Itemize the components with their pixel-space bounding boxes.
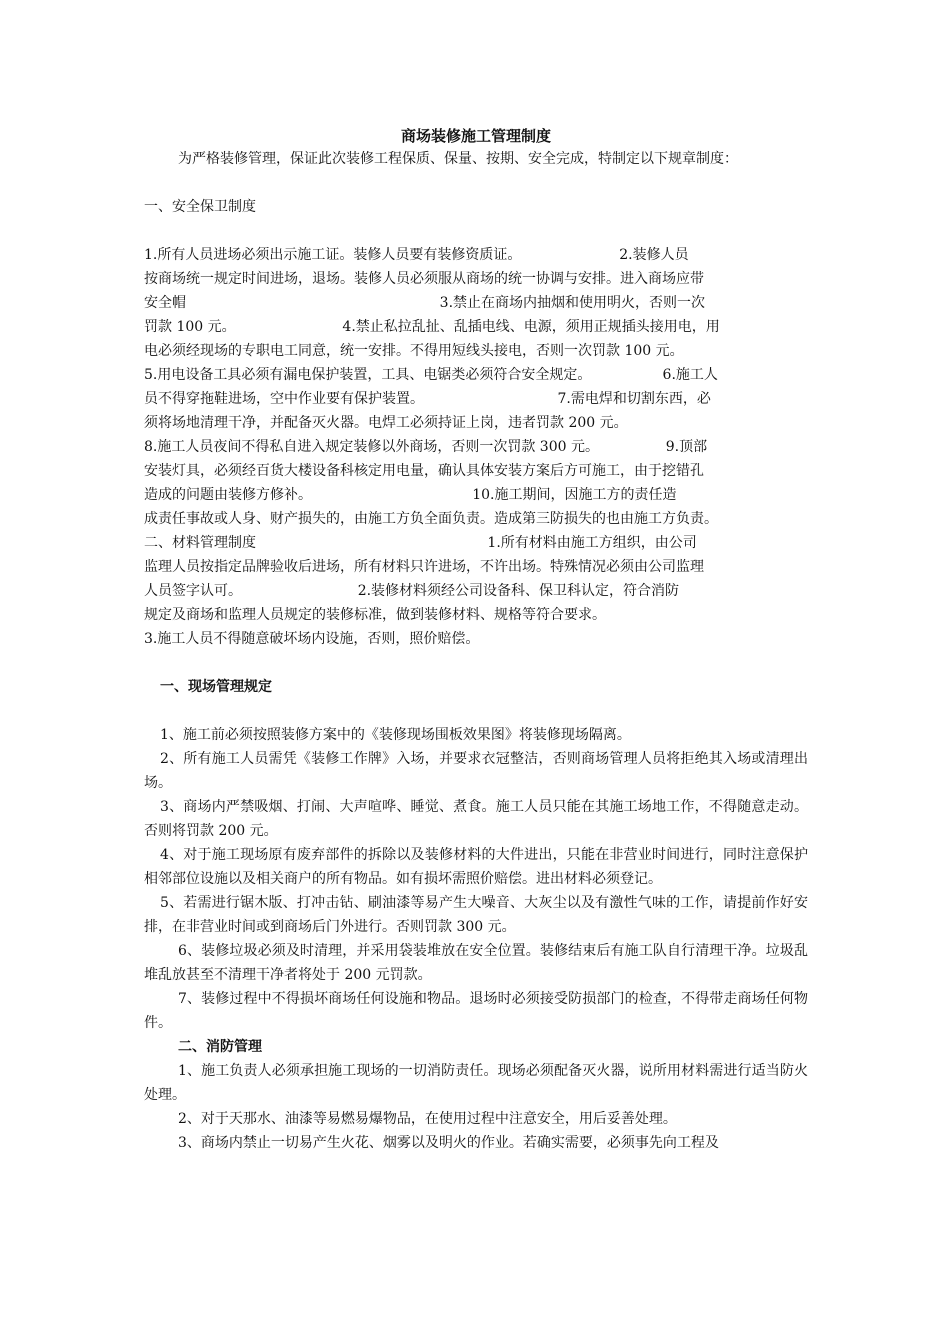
text-line: 造成的问题由装修方修补。 10.施工期间，因施工方的责任造 bbox=[144, 487, 677, 503]
text-line: 规定及商场和监理人员规定的装修标准，做到装修材料、规格等符合要求。 bbox=[144, 607, 606, 623]
list-item: 3、商场内严禁吸烟、打闹、大声喧哗、睡觉、煮食。施工人员只能在其施工场地工作，不得随意走动。否则将罚款 200 元。 bbox=[144, 799, 808, 839]
section2-body bbox=[144, 531, 808, 651]
text-line: 3.施工人员不得随意破坏场内设施，否则，照价赔偿。 bbox=[144, 631, 480, 647]
text-line: 监理人员按指定品牌验收后进场，所有材料只许进场，不许出场。特殊情况必须由公司监理 bbox=[144, 559, 704, 575]
list-item: 2、对于天那水、油漆等易燃易爆物品，在使用过程中注意安全，用后妥善处理。 bbox=[178, 1111, 677, 1127]
text-line: 人员签字认可。 2.装修材料须经公司设备科、保卫科认定，符合消防 bbox=[144, 583, 680, 599]
text-line: 员不得穿拖鞋进场，空中作业要有保护装置。 7.需电焊和切割东西，必 bbox=[144, 391, 711, 407]
text-line: 二、材料管理制度 1.所有材料由施工方组织，由公司 bbox=[144, 535, 697, 551]
text-line: 电必须经现场的专职电工同意，统一安排。不得用短线头接电，否则一次罚款 100 元。 bbox=[144, 343, 684, 359]
text-line: 5.用电设备工具必须有漏电保护装置，工具、电锯类必须符合安全规定。 6.施工人 bbox=[144, 367, 718, 383]
list-item: 1、施工负责人必须承担施工现场的一切消防责任。现场必须配备灭火器，说所用材料需进行适当防火处理。 bbox=[144, 1063, 808, 1103]
list-item: 2、所有施工人员需凭《装修工作牌》入场，并要求衣冠整洁，否则商场管理人员将拒绝其入场或清理出场。 bbox=[144, 751, 808, 791]
text-line: 罚款 100 元。 4.禁止私拉乱扯、乱插电线、电源，须用正规插头接用电，用 bbox=[144, 319, 720, 335]
text-line: 8.施工人员夜间不得私自进入规定装修以外商场，否则一次罚款 300 元。 9.顶部 bbox=[144, 439, 708, 455]
section3-heading: 一、现场管理规定 bbox=[160, 679, 272, 695]
document-title: 商场装修施工管理制度 bbox=[400, 127, 551, 145]
text-line: 成责任事故或人身、财产损失的，由施工方负全面负责。造成第三防损失的也由施工方负责。 bbox=[144, 511, 718, 527]
text-line: 安全帽 3.禁止在商场内抽烟和使用明火，否则一次 bbox=[144, 295, 706, 311]
text-line: 须将场地清理干净，并配备灭火器。电焊工必须持证上岗，违者罚款 200 元。 bbox=[144, 415, 628, 431]
list-item: 1、施工前必须按照装修方案中的《装修现场围板效果图》将装修现场隔离。 bbox=[160, 727, 631, 743]
text-line: 1.所有人员进场必须出示施工证。装修人员要有装修资质证。 2.装修人员 bbox=[144, 247, 689, 263]
text-line: 按商场统一规定时间进场，退场。装修人员必须服从商场的统一协调与安排。进入商场应带 bbox=[144, 271, 704, 287]
list-item: 4、对于施工现场原有废弃部件的拆除以及装修材料的大件进出，只能在非营业时间进行，同时注意保护相邻部位设施以及相关商户的所有物品。如有损坏需照价赔偿。进出材料必须登记。 bbox=[144, 847, 808, 887]
intro-paragraph: 为严格装修管理，保证此次装修工程保质、保量、按期、安全完成，特制定以下规章制度： bbox=[178, 151, 738, 167]
list-item: 6、装修垃圾必须及时清理，并采用袋装堆放在安全位置。装修结束后有施工队自行清理干净。垃圾乱堆乱放甚至不清理干净者将处于 200 元罚款。 bbox=[144, 943, 808, 983]
section3-body bbox=[144, 723, 808, 1035]
section1-body bbox=[144, 243, 808, 531]
list-item: 7、装修过程中不得损坏商场任何设施和物品。退场时必须接受防损部门的检查，不得带走商场任何物件。 bbox=[144, 991, 808, 1031]
list-item: 5、若需进行锯木版、打冲击钻、刷油漆等易产生大噪音、大灰尘以及有激性气味的工作，请提前作好安排，在非营业时间或到商场后门外进行。否则罚款 300 元。 bbox=[144, 895, 808, 935]
section4-heading: 二、消防管理 bbox=[178, 1039, 262, 1055]
section1-heading: 一、安全保卫制度 bbox=[144, 199, 256, 215]
list-item: 3、商场内禁止一切易产生火花、烟雾以及明火的作业。若确实需要，必须事先向工程及 bbox=[178, 1135, 719, 1151]
text-line: 安装灯具，必须经百货大楼设备科核定用电量，确认具体安装方案后方可施工，由于挖错孔 bbox=[144, 463, 704, 479]
section4-body bbox=[144, 1059, 808, 1155]
